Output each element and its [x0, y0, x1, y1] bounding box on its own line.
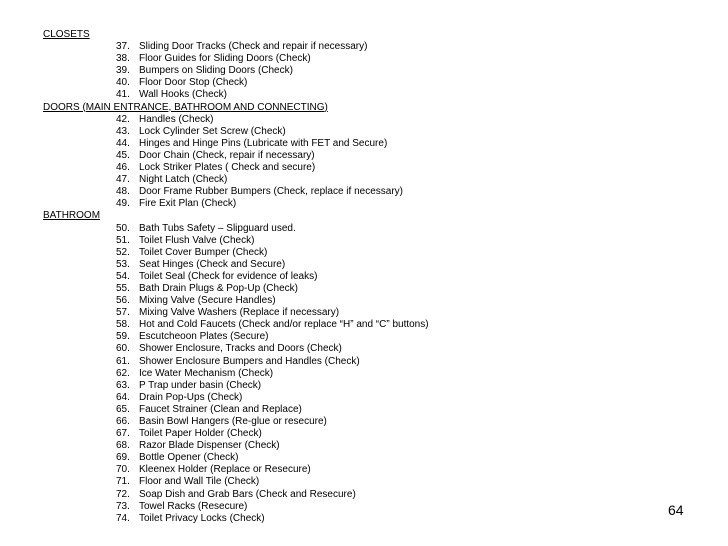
item-number: 73. — [116, 500, 130, 512]
list-item — [43, 247, 663, 259]
item-number: 57. — [116, 307, 130, 319]
list-item — [43, 198, 663, 210]
item-text: Towel Racks (Resecure) — [139, 500, 248, 512]
item-number: 65. — [116, 403, 130, 415]
item-number: 48. — [116, 186, 130, 198]
section-heading: CLOSETS — [43, 29, 90, 40]
list-item — [43, 380, 663, 392]
list-item — [43, 356, 663, 368]
item-text: Mixing Valve Washers (Replace if necessary) — [139, 307, 340, 319]
list-item — [43, 259, 663, 271]
item-number: 54. — [116, 270, 130, 282]
item-number: 50. — [116, 222, 130, 234]
list-item — [43, 162, 663, 174]
item-text: P Trap under basin (Check) — [139, 379, 262, 391]
item-text: Floor and Wall Tile (Check) — [139, 476, 260, 488]
item-number: 72. — [116, 488, 130, 500]
item-text: Hinges and Hinge Pins (Lubricate with FET and Secure) — [139, 137, 388, 149]
list-item — [43, 319, 663, 331]
item-text: Razor Blade Dispenser (Check) — [139, 440, 280, 452]
item-text: Escutcheoon Plates (Secure) — [139, 331, 269, 343]
item-text: Lock Striker Plates ( Check and secure) — [139, 162, 316, 174]
item-text: Bumpers on Sliding Doors (Check) — [139, 65, 293, 77]
item-text: Night Latch (Check) — [139, 174, 228, 186]
item-number: 40. — [116, 77, 130, 89]
item-text: Shower Enclosure Bumpers and Handles (Check) — [139, 355, 360, 367]
page-number: 64 — [668, 502, 684, 518]
item-text: Soap Dish and Grab Bars (Check and Resecure) — [139, 488, 356, 500]
list-item — [43, 440, 663, 452]
item-text: Toilet Flush Valve (Check) — [139, 234, 255, 246]
item-text: Toilet Privacy Locks (Check) — [139, 512, 265, 524]
section-heading: BATHROOM — [43, 210, 101, 222]
item-number: 37. — [116, 41, 130, 53]
item-number: 62. — [116, 367, 130, 379]
list-item — [43, 489, 663, 501]
item-text: Handles (Check) — [139, 113, 214, 125]
item-text: Toilet Cover Bumper (Check) — [139, 246, 268, 258]
item-text: Seat Hinges (Check and Secure) — [139, 258, 286, 270]
list-item — [43, 138, 663, 150]
list-item — [43, 223, 663, 235]
list-item — [43, 41, 663, 53]
list-item — [43, 186, 663, 198]
list-item — [43, 452, 663, 464]
list-item — [43, 53, 663, 65]
list-item — [43, 513, 663, 525]
item-number: 66. — [116, 416, 130, 427]
list-item — [43, 150, 663, 162]
checklist — [43, 29, 663, 525]
list-item — [43, 501, 663, 513]
item-number: 71. — [116, 476, 130, 488]
item-number: 56. — [116, 295, 130, 307]
item-number: 63. — [116, 379, 130, 391]
list-item — [43, 235, 663, 247]
item-number: 68. — [116, 440, 130, 452]
section-heading: DOORS (MAIN ENTRANCE, BATHROOM AND CONNECTING) — [43, 101, 328, 113]
list-item — [43, 343, 663, 355]
item-text: Ice Water Mechanism (Check) — [139, 367, 274, 379]
item-number: 43. — [116, 125, 130, 137]
item-text: Shower Enclosure, Tracks and Doors (Check) — [139, 343, 342, 355]
item-text: Floor Door Stop (Check) — [139, 77, 248, 89]
item-number: 61. — [116, 355, 130, 367]
item-number: 70. — [116, 464, 130, 476]
list-item — [43, 464, 663, 476]
item-number: 41. — [116, 89, 130, 101]
item-text: Lock Cylinder Set Screw (Check) — [139, 125, 286, 137]
item-number: 49. — [116, 198, 130, 210]
item-number: 42. — [116, 113, 130, 125]
list-item — [43, 404, 663, 416]
item-number: 46. — [116, 162, 130, 174]
item-text: Sliding Door Tracks (Check and repair if necessary) — [139, 41, 368, 53]
item-number: 45. — [116, 149, 130, 161]
list-item — [43, 368, 663, 380]
item-number: 47. — [116, 174, 130, 186]
item-number: 60. — [116, 343, 130, 355]
item-number: 51. — [116, 234, 130, 246]
item-number: 58. — [116, 319, 130, 331]
item-text: Bath Drain Plugs & Pop-Up (Check) — [139, 282, 298, 294]
item-text: Hot and Cold Faucets (Check and/or replace “H” and “C” buttons) — [139, 319, 429, 331]
item-number: 59. — [116, 331, 130, 343]
list-item — [43, 416, 663, 428]
list-item — [43, 77, 663, 89]
item-text: Kleenex Holder (Replace or Resecure) — [139, 464, 311, 476]
list-item — [43, 392, 663, 404]
item-text: Basin Bowl Hangers (Re-glue or resecure) — [139, 416, 327, 427]
list-item — [43, 174, 663, 186]
item-number: 67. — [116, 428, 130, 440]
list-item — [43, 476, 663, 488]
item-number: 74. — [116, 512, 130, 524]
item-number: 53. — [116, 258, 130, 270]
item-text: Floor Guides for Sliding Doors (Check) — [139, 53, 311, 65]
item-text: Mixing Valve (Secure Handles) — [139, 295, 276, 307]
list-item — [43, 428, 663, 440]
list-item — [43, 271, 663, 283]
list-item — [43, 283, 663, 295]
item-number: 64. — [116, 391, 130, 403]
item-number: 52. — [116, 246, 130, 258]
item-text: Faucet Strainer (Clean and Replace) — [139, 403, 302, 415]
item-number: 69. — [116, 452, 130, 464]
item-text: Wall Hooks (Check) — [139, 89, 227, 101]
item-text: Drain Pop-Ups (Check) — [139, 391, 243, 403]
item-text: Bath Tubs Safety – Slipguard used. — [139, 222, 296, 234]
list-item — [43, 65, 663, 77]
item-number: 55. — [116, 282, 130, 294]
item-text: Fire Exit Plan (Check) — [139, 198, 237, 210]
item-text: Door Frame Rubber Bumpers (Check, replace if necessary) — [139, 186, 403, 198]
list-item — [43, 307, 663, 319]
item-text: Bottle Opener (Check) — [139, 452, 239, 464]
item-text: Toilet Seal (Check for evidence of leaks) — [139, 270, 318, 282]
item-text: Door Chain (Check, repair if necessary) — [139, 149, 315, 161]
item-number: 44. — [116, 137, 130, 149]
list-item — [43, 331, 663, 343]
list-item — [43, 114, 663, 126]
list-item — [43, 89, 663, 101]
list-item — [43, 295, 663, 307]
item-text: Toilet Paper Holder (Check) — [139, 428, 262, 440]
item-number: 38. — [116, 53, 130, 65]
list-item — [43, 126, 663, 138]
item-number: 39. — [116, 65, 130, 77]
